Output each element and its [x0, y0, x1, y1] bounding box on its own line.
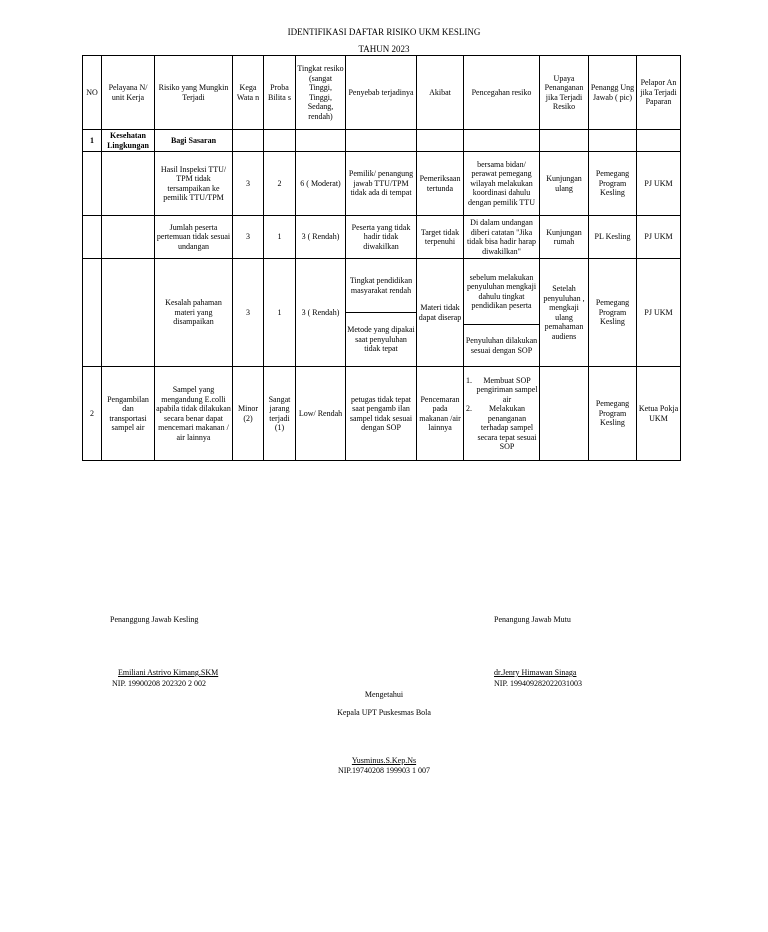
cell-risiko: Kesalah pahaman materi yang disampaikan	[155, 259, 233, 367]
center-signer-name: Yusminus.S.Kep.Ns	[351, 756, 417, 765]
header-pencegahan: Pencegahan resiko	[464, 56, 540, 130]
header-no: NO	[83, 56, 102, 130]
cell-pelapor: Ketua Pokja UKM	[637, 367, 681, 461]
cell-pencegahan: bersama bidan/ perawat pemegang wilayah melakukan koordinasi dahulu dengan pemilik TTU	[464, 152, 540, 216]
list-item: 1. Membuat SOP pengiriman sampel air	[466, 375, 538, 404]
cell-keparahan: 3	[233, 216, 264, 259]
cell-tingkat: 3 ( Rendah)	[296, 216, 346, 259]
cell-penyebab: Peserta yang tidak hadir tidak diwakilkan	[346, 216, 417, 259]
center-signer-role: Kepala UPT Puskesmas Bola	[337, 708, 431, 717]
header-tingkat: Tingkat resiko (sangat Tinggi, Tinggi, Sedang, rendah)	[296, 56, 346, 130]
pencegahan-sub-2: Penyuluhan dilakukan sesuai dengan SOP	[464, 324, 539, 366]
pencegahan-sub-1: sebelum melakukan penyuluhan mengkaji dahulu tingkat pendidikan peserta	[466, 272, 537, 311]
cell-pelapor: PJ UKM	[637, 152, 681, 216]
cell-pj: Pemegang Program Kesling	[589, 152, 637, 216]
cell-pencegahan	[464, 259, 540, 367]
cell-pelapor: PJ UKM	[637, 216, 681, 259]
cell-no: 2	[83, 367, 102, 461]
cell-penyebab: Pemilik/ penangung jawab TTU/TPM tidak ada di tempat	[346, 152, 417, 216]
right-signer-role: Penangung Jawab Mutu	[494, 615, 571, 624]
cell-upaya: Kunjungan rumah	[540, 216, 589, 259]
header-penyebab: Penyebab terjadinya	[346, 56, 417, 130]
cell-probabilitas: Sangat jarang terjadi (1)	[264, 367, 296, 461]
center-signer-nip: NIP.19740208 199903 1 007	[337, 766, 430, 775]
cell-pj: PL Kesling	[589, 216, 637, 259]
cell-probabilitas: 1	[264, 259, 296, 367]
left-signer-name: Emiliani Astrivo Kimang.SKM	[118, 668, 219, 677]
table-row	[83, 216, 681, 259]
left-signer-nip: NIP. 19900208 202320 2 002	[112, 679, 207, 688]
center-label: Mengetahui	[364, 690, 404, 699]
cell-keparahan: 3	[233, 259, 264, 367]
cell-unit: Pengambilan dan transportasi sampel air	[102, 367, 155, 461]
cell-akibat: Target tidak terpenuhi	[417, 216, 464, 259]
cell-pj: Pemegang Program Kesling	[589, 259, 637, 367]
header-upaya: Upaya Penanganan jika Terjadi Resiko	[540, 56, 589, 130]
cell-penyebab	[346, 259, 417, 367]
cell-akibat: Pencemaran pada makanan /air lainnya	[417, 367, 464, 461]
right-signer-name: dr.Jenry Himawan Sinaga	[494, 668, 577, 677]
cell-tingkat: 3 ( Rendah)	[296, 259, 346, 367]
cell-pj: Pemegang Program Kesling	[589, 367, 637, 461]
cell-upaya	[540, 367, 589, 461]
header-keparahan: Kega Wata n	[233, 56, 264, 130]
cell-tingkat: 6 ( Moderat)	[296, 152, 346, 216]
right-signer-nip: NIP. 199409282022031003	[494, 679, 583, 688]
table-row	[83, 152, 681, 216]
table-header-row	[83, 56, 681, 130]
cell-keparahan: Minor (2)	[233, 367, 264, 461]
cell-penyebab: petugas tidak tepat saat pengamb ilan sampel tidak sesuai dengan SOP	[346, 367, 417, 461]
section-label: Bagi Sasaran	[155, 130, 233, 152]
cell-akibat: Pemeriksaan tertunda	[417, 152, 464, 216]
list-item: 2. Melakukan penanganan terhadap sampel secara tepat sesuai SOP	[466, 404, 537, 451]
table-row	[83, 259, 681, 367]
risk-table	[82, 55, 681, 461]
section-row	[83, 130, 681, 152]
table-row	[83, 367, 681, 461]
left-signer-role: Penanggung Jawab Kesling	[110, 615, 199, 624]
cell-upaya: Setelah penyuluhan , mengkaji ulang pemahaman audiens	[540, 259, 589, 367]
document-title: IDENTIFIKASI DAFTAR RISIKO UKM KESLING	[287, 27, 481, 37]
cell-akibat: Materi tidak dapat diserap	[417, 259, 464, 367]
header-pj: Penangg Ung Jawab ( pic)	[589, 56, 637, 130]
header-pelapor: Pelapor An jika Terjadi Paparan	[637, 56, 681, 130]
cell-upaya: Kunjungan ulang	[540, 152, 589, 216]
cell-probabilitas: 1	[264, 216, 296, 259]
cell-pencegahan: Di dalam undangan diberi catatan "Jika tidak bisa hadir harap diwakilkan"	[464, 216, 540, 259]
cell-risiko: Jumlah peserta pertemuan tidak sesuai undangan	[155, 216, 233, 259]
document-subtitle: TAHUN 2023	[358, 44, 410, 54]
header-pelayanan: Pelayana N/ unit Kerja	[102, 56, 155, 130]
cell-risiko: Hasil Inspeksi TTU/ TPM tidak tersampaikan ke pemilik TTU/TPM	[155, 152, 233, 216]
cell-tingkat: Low/ Rendah	[296, 367, 346, 461]
penyebab-sub-2: Metode yang dipakai saat penyuluhan tidak tepat	[346, 312, 416, 366]
header-risiko: Risiko yang Mungkin Terjadi	[155, 56, 233, 130]
section-unit: Kesehatan Lingkungan	[102, 130, 155, 152]
cell-risiko: Sampel yang mengandung E.colli apabila tidak dilakukan secara benar dapat mencemari makanan / air lainnya	[155, 367, 233, 461]
cell-pelapor: PJ UKM	[637, 259, 681, 367]
cell-probabilitas: 2	[264, 152, 296, 216]
section-no: 1	[83, 130, 102, 152]
header-akibat: Akibat	[417, 56, 464, 130]
cell-keparahan: 3	[233, 152, 264, 216]
cell-pencegahan	[464, 367, 540, 461]
penyebab-sub-1: Tingkat pendidikan masyarakat rendah	[349, 276, 413, 295]
header-probabilitas: Proba Bilita s	[264, 56, 296, 130]
